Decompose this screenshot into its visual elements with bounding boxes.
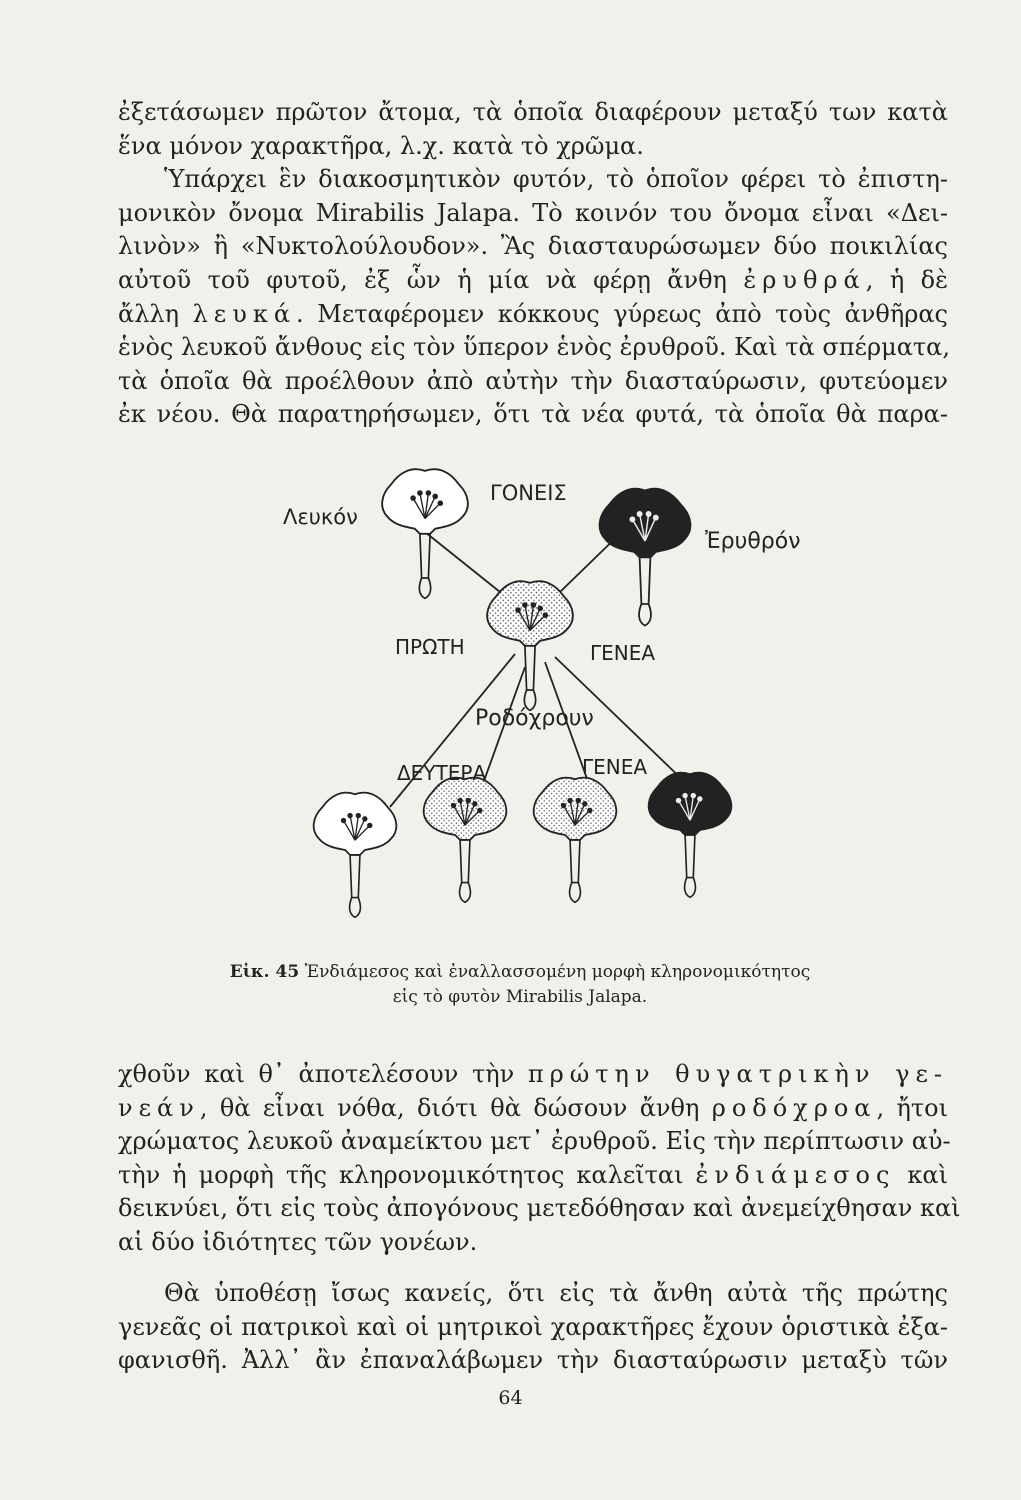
spaced-word-red: ἐρυθρά (743, 265, 866, 294)
figure-caption (160, 960, 880, 1010)
white-flower-parent (382, 469, 468, 598)
label-parents: ΓΟΝΕΙΣ (490, 481, 567, 505)
label-red: Ἐρυθρόν (705, 529, 801, 554)
text-run: ἄλλη (118, 299, 180, 328)
pink-flower-second-generation-1 (424, 778, 507, 903)
text-line (118, 1092, 948, 1126)
text-run: αὐτοῦ τοῦ φυτοῦ, ἐξ ὧν ἡ μία νὰ φέρῃ ἄνθη (118, 265, 727, 294)
spaced-phrase: πρώτην θυγατρικὴν γε- (527, 1060, 949, 1088)
page-number: 64 (498, 1387, 523, 1409)
text-line: αἱ δύο ἰδιότητες τῶν γονέων. (118, 1227, 478, 1256)
text-line: Θὰ ὑποθέσῃ ἴσως κανείς, ὅτι εἰς τὰ ἄνθη αὐτὰ τῆς πρώτης (164, 1279, 948, 1307)
caption-line-2 (160, 985, 880, 1010)
text-line: χρώματος λευκοῦ ἀναμείκτου μετ᾽ ἐρυθροῦ. Εἰς τὴν περίπτωσιν αὐ- (118, 1127, 951, 1156)
pink-flower-second-generation-2 (534, 778, 617, 903)
text-line (118, 1159, 948, 1193)
text-line: φανισθῆ. Ἀλλ᾽ ἂν ἐπαναλάβωμεν τὴν διασταύρωσιν μεταξὺ τῶν (118, 1346, 948, 1375)
caption-figure-label: Εἰκ. 45 (229, 962, 300, 982)
spaced-phrase-cont: νεάν (118, 1093, 200, 1122)
paragraph-1 (118, 96, 951, 432)
text-run: καὶ (907, 1160, 948, 1189)
text-run: , θὰ εἶναι νόθα, διότι θὰ δώσουν ἄνθη (199, 1093, 700, 1122)
label-white: Λευκόν (283, 505, 358, 529)
label-pink: Ροδόχρουν (475, 706, 594, 731)
pink-flower-first-generation (487, 581, 573, 710)
figure-45 (250, 462, 830, 962)
text-run: τὴν ἡ μορφὴ τῆς κληρονομικότητος καλεῖται (118, 1160, 684, 1189)
spaced-word-white: λευκά (192, 299, 297, 328)
text-line: ἕνα μόνον χαρακτῆρα, λ.χ. κατὰ τὸ χρῶμα. (118, 131, 644, 160)
caption-text: εἰς τὸ φυτὸν (392, 987, 501, 1007)
red-flower-parent (600, 489, 691, 626)
spaced-word-intermediate: ἐνδιάμεσος (695, 1160, 896, 1189)
text-line: λινὸν» ἢ «Νυκτολούλουδον». Ἂς διασταυρώσωμεν δύο ποικιλίας (118, 232, 948, 261)
text-line: Ὑπάρχει ἓν διακοσμητικὸν φυτόν, τὸ ὁποῖον φέρει τὸ ἐπιστη- (164, 165, 948, 194)
text-line: τὰ ὁποῖα θὰ προέλθουν ἀπὸ αὐτὴν τὴν διασταύρωσιν, φυτεύομεν (118, 366, 948, 395)
text-run: , ἤτοι (876, 1093, 948, 1122)
label-first-b: ΓΕΝΕΑ (590, 641, 656, 665)
text-line: ἐκ νέου. Θὰ παρατηρήσωμεν, ὅτι τὰ νέα φυτά, τὰ ὁποῖα θὰ παρα- (118, 400, 948, 429)
text-line (118, 1058, 948, 1092)
label-first-a: ΠΡΩΤΗ (395, 635, 465, 659)
text-line: μονικὸν ὄνομα Mirabilis Jalapa. Τὸ κοινόν του ὄνομα εἶναι «Δει- (118, 198, 948, 227)
text-line (118, 264, 948, 298)
text-line: δεικνύει, ὅτι εἰς τοὺς ἀπογόνους μετεδόθησαν καὶ ἀνεμείχθησαν καὶ (118, 1194, 961, 1223)
text-line: ἑνὸς λευκοῦ ἄνθους εἰς τὸν ὕπερον ἑνὸς ἐρυθροῦ. Καὶ τὰ σπέρματα, (118, 333, 951, 362)
caption-line-1 (160, 960, 880, 985)
label-second-a: ΔΕΥΤΕΡΑ (397, 761, 487, 785)
paragraph-3 (118, 1277, 948, 1378)
white-flower-second-generation (314, 793, 397, 918)
text-run: χθοῦν καὶ θ᾽ ἀποτελέσουν τὴν (118, 1060, 515, 1088)
caption-species: Mirabilis Jalapa. (505, 987, 648, 1007)
label-second-b: ΓΕΝΕΑ (582, 755, 648, 779)
text-line (118, 298, 948, 332)
text-line: ἐξετάσωμεν πρῶτον ἄτομα, τὰ ὁποῖα διαφέρουν μεταξύ των κατὰ (118, 98, 948, 126)
text-line: γενεᾶς οἱ πατρικοὶ καὶ οἱ μητρικοὶ χαρακτῆρες ἔχουν ὁριστικὰ ἐξα- (118, 1312, 948, 1341)
paragraph-2 (118, 1058, 961, 1260)
text-run: , ἡ δὲ (865, 265, 948, 294)
text-run: . Μεταφέρομεν κόκκους γύρεως ἀπὸ τοὺς ἀνθῆρας (296, 299, 948, 328)
caption-text: Ἐνδιάμεσος καὶ ἐναλλασσομένη μορφὴ κληρονομικότητος (304, 962, 811, 982)
red-flower-second-generation (649, 773, 732, 898)
spaced-word-pink: ροδόχροα (711, 1093, 877, 1122)
inheritance-diagram (250, 462, 830, 962)
